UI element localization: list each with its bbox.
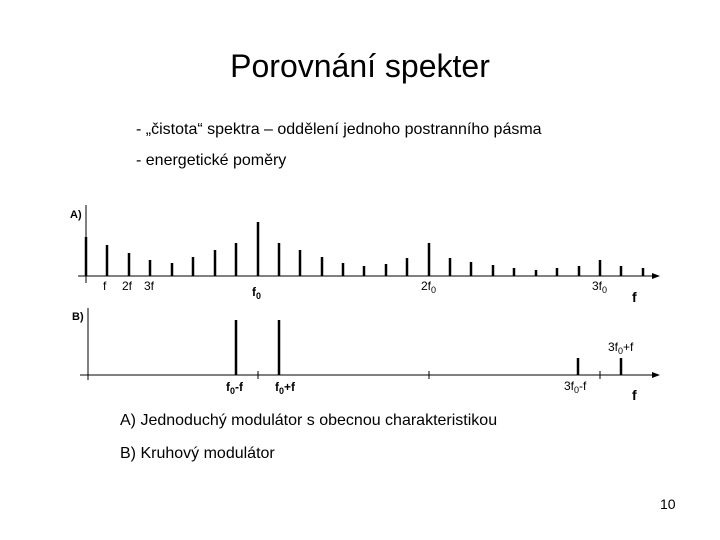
panel-b-label: B)	[72, 311, 84, 323]
panel-a-tick-labels	[103, 279, 637, 305]
b-axis-label-f: f	[632, 387, 637, 403]
a-tick-label-2f: 2f	[122, 279, 133, 293]
a-tick-label-2f0: $2f_0$	[421, 279, 437, 295]
panel-b-arrow-icon	[652, 372, 660, 378]
bullet-spectrum-purity: - „čistota“ spektra – oddělení jednoho postranního pásma	[136, 121, 542, 138]
a-tick-label-3f: 3f	[144, 279, 155, 293]
caption-b: B) Kruhový modulátor	[120, 445, 275, 462]
panel-a-label: A)	[70, 209, 82, 221]
panel-b-tick-labels	[226, 340, 637, 403]
panel-a-spectral-lines	[86, 222, 643, 276]
page-number: 10	[660, 496, 676, 512]
a-tick-label-f: f	[103, 279, 107, 293]
a-tick-label-f0: $f_0$	[252, 285, 262, 301]
a-tick-label-3f0: $3f_0$	[592, 279, 608, 295]
b-tick-label-f0-plus-f: $f_0+f$	[275, 380, 296, 396]
panel-a-arrow-icon	[652, 273, 660, 279]
bullet-energy-ratios: - energetické poměry	[136, 152, 287, 169]
caption-a: A) Jednoduchý modulátor s obecnou charakteristikou	[120, 412, 498, 429]
b-tick-label-f0-minus-f: $f_0-f$	[226, 380, 244, 396]
a-axis-label-f: f	[632, 289, 637, 305]
slide-title: Porovnání spekter	[230, 48, 490, 84]
b-tick-label-3f0-minus-f: $3f_0-f$	[564, 379, 587, 395]
b-tick-label-3f0-plus-f: $3f_0+f$	[608, 340, 634, 356]
panel-b-spectral-lines	[236, 320, 621, 375]
